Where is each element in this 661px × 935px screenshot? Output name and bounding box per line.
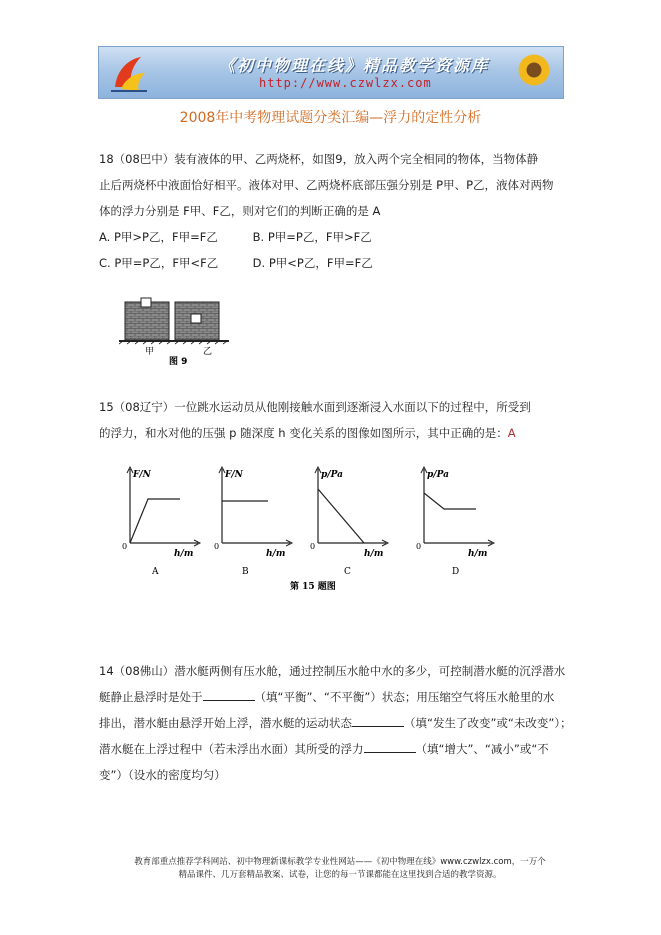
graph-d-ylabel: p/Pa	[427, 470, 449, 480]
graph-c-xlabel: h/m	[364, 549, 384, 559]
option-c: C. P甲=P乙，F甲<F乙	[99, 256, 219, 270]
graph-a-origin: 0	[122, 542, 128, 551]
question-18-line-1: 18（08巴中）装有液体的甲、乙两烧杯，如图9，放入两个完全相同的物体，当物体静	[99, 152, 539, 166]
graph-c	[310, 467, 388, 577]
question-18-line-2: 止后两烧杯中液面恰好相平。液体对甲、乙两烧杯底部压强分别是 P甲、P乙，液体对两物	[99, 178, 554, 192]
blank-3[interactable]	[364, 740, 416, 753]
graph-c-origin: 0	[310, 542, 316, 551]
option-a: A. P甲>P乙，F甲=F乙	[99, 230, 218, 244]
page-footer	[90, 856, 590, 882]
graph-c-label: C	[344, 567, 351, 577]
site-banner	[98, 46, 564, 99]
question-18-options-row-1	[99, 224, 569, 250]
graph-b-label: B	[242, 567, 249, 577]
question-14-line-3: 排出，潜水艇由悬浮开始上浮，潜水艇的运动状态 （填“发生了改变”或“未改变”）；	[99, 716, 572, 730]
question-18	[99, 146, 569, 276]
graph-a-ylabel: F/N	[133, 470, 151, 480]
question-15	[99, 394, 569, 446]
beaker-label-yi: 乙	[203, 347, 213, 357]
question-14	[99, 658, 572, 788]
option-b: B. P甲=P乙，F甲>F乙	[252, 230, 372, 244]
footer-line-2: 精品课件、几万套精品教案、试卷，让您的每一节课都能在这里找到合适的教学资源。	[178, 870, 502, 880]
graph-d-xlabel: h/m	[468, 549, 488, 559]
beaker-label-jia: 甲	[145, 347, 155, 357]
graph-d	[416, 467, 494, 577]
site-logo-icon	[107, 51, 151, 95]
graph-d-label: D	[452, 567, 460, 577]
question-15-answer: A	[507, 426, 516, 440]
banner-title: 《初中物理在线》精品教学资源库	[219, 56, 490, 75]
figure-15-caption: 第 15 题图	[290, 582, 336, 592]
flower-icon	[517, 53, 551, 87]
option-d: D. P甲<P乙，F甲=F乙	[252, 256, 373, 270]
graph-d-origin: 0	[416, 542, 422, 551]
question-14-line-5: 变”）（设水的密度均匀）	[99, 768, 226, 782]
figure-9-label: 图 9	[169, 357, 188, 366]
graph-a	[122, 467, 200, 577]
question-14-line-2: 艇静止悬浮时是处于 （填“平衡”、“不平衡”）状态；用压缩空气将压水舱里的水	[99, 690, 555, 704]
blank-1[interactable]	[203, 688, 255, 701]
graph-a-xlabel: h/m	[174, 549, 194, 559]
graph-b	[214, 467, 292, 577]
blank-2[interactable]	[352, 714, 404, 727]
question-14-line-1: 14（08佛山）潜水艇两侧有压水舱，通过控制压水舱中水的多少，可控制潜水艇的沉浮潜水	[99, 664, 566, 678]
graph-c-ylabel: p/Pa	[321, 470, 343, 480]
figure-9-beakers	[119, 296, 239, 366]
document-title: 2008年中考物理试题分类汇编—浮力的定性分析	[179, 110, 482, 126]
question-15-line-2: 的浮力，和水对他的压强 p 随深度 h 变化关系的图像如图所示，其中正确的是：A	[99, 426, 516, 440]
graph-a-label: A	[152, 567, 159, 577]
banner-url[interactable]: http://www.czwlzx.com	[259, 76, 432, 90]
footer-line-1: 教育部重点推荐学科网站、初中物理新课标教学专业性网站——《初中物理在线》www.czwlzx.com，一万个	[134, 857, 546, 867]
graph-b-origin: 0	[214, 542, 220, 551]
graph-b-xlabel: h/m	[266, 549, 286, 559]
question-18-line-3: 体的浮力分别是 F甲、F乙，则对它们的判断正确的是 A	[99, 204, 381, 218]
question-14-line-4: 潜水艇在上浮过程中（若未浮出水面）其所受的浮力 （填“增大”、“减小”或“不	[99, 742, 549, 756]
figure-15-graphs	[118, 463, 498, 593]
question-15-line-1: 15（08辽宁）一位跳水运动员从他刚接触水面到逐渐浸入水面以下的过程中，所受到	[99, 400, 531, 414]
graph-b-ylabel: F/N	[225, 470, 243, 480]
question-18-options-row-2	[99, 250, 569, 276]
